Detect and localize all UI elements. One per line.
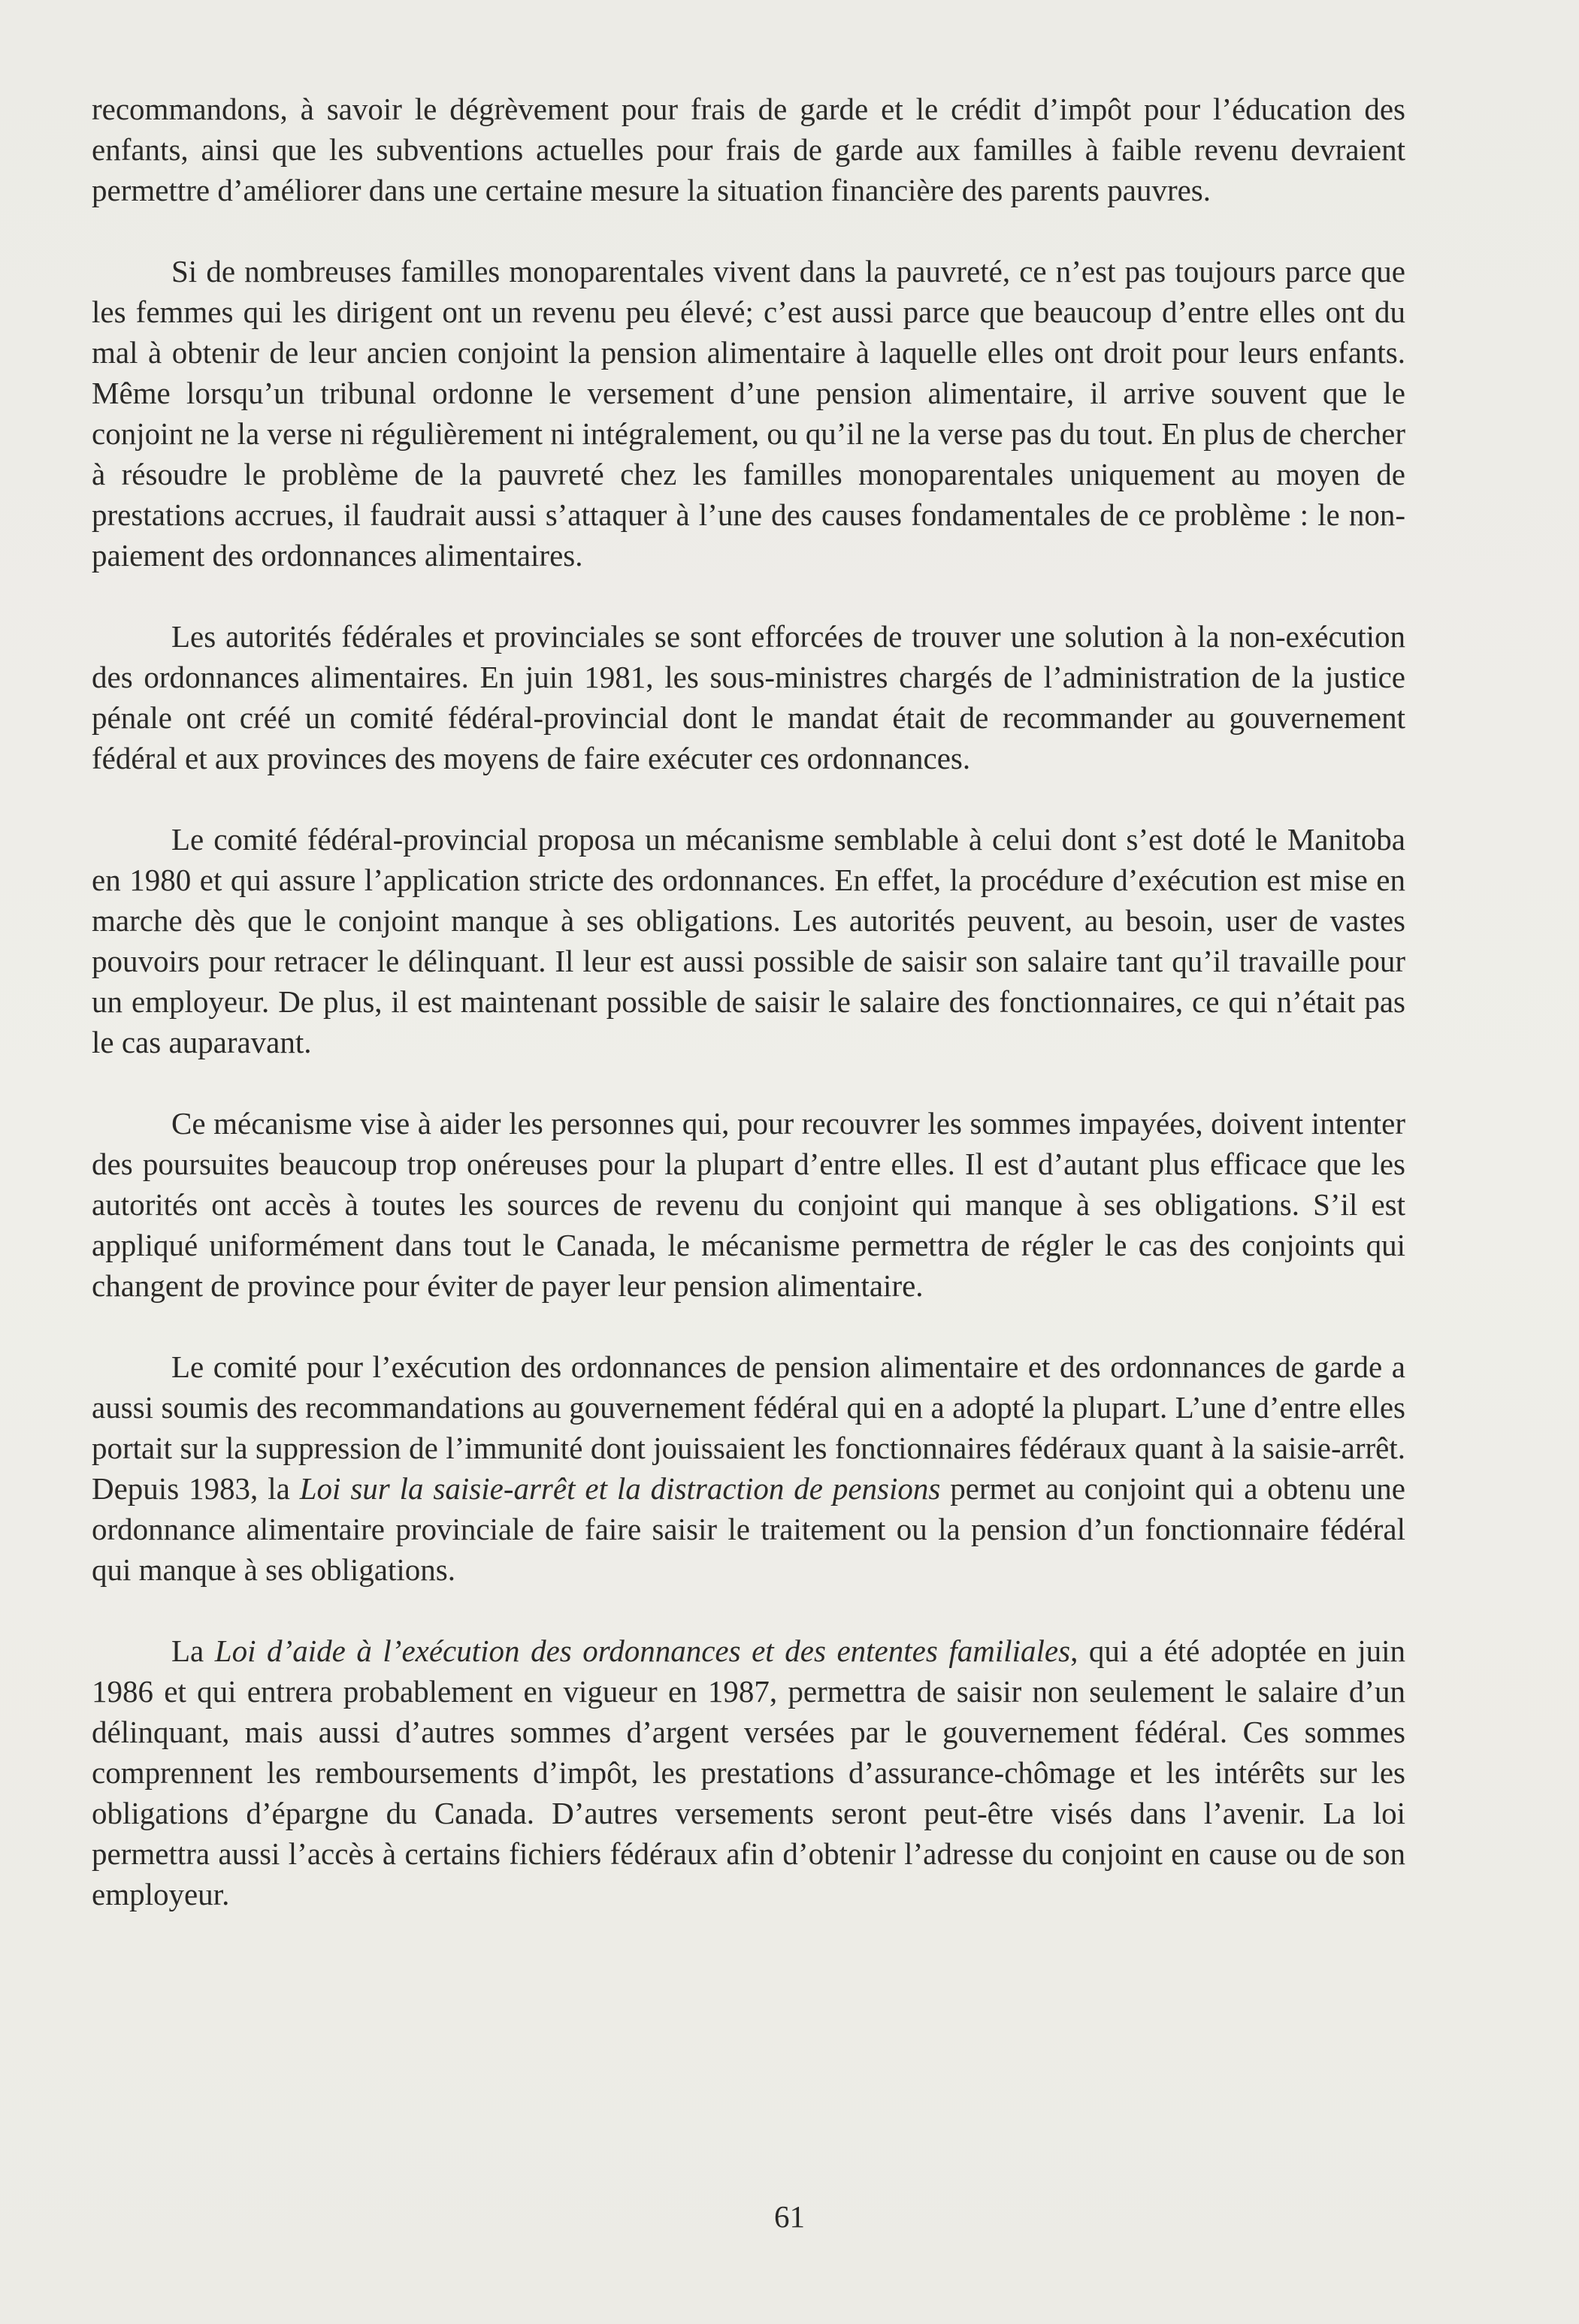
paragraph-2 [92,251,1405,576]
paragraph-text: Ce mécanisme vise à aider les personnes qui, pour recouvrer les sommes impayées, doivent intenter des poursuites beaucoup trop onéreuses pour la plupart d’entre elles. Il est d’autant plus efficace que les autorités ont accès à toutes les sources de revenu du conjoint qui manque à ses obligations. S’il est appliqué uniformément dans tout le Canada, le mécanisme permettra de régler le cas des conjoints qui changent de province pour éviter de payer leur pension alimentaire. [92,1106,1405,1303]
paragraph-text: recommandons, à savoir le dégrèvement pour frais de garde et le crédit d’impôt pour l’éducation des enfants, ainsi que les subventions actuelles pour frais de garde aux familles à faible revenu devraient permettre d’améliorer dans une certaine mesure la situation financière des parents pauvres. [92,92,1405,207]
paragraph-text: permet au conjoint qui a obtenu une ordonnance alimentaire provinciale de faire saisir le traitement ou la pension d’un fonctionnaire fédéral qui manque à ses obligations. [92,1471,1405,1587]
paragraph-1 [92,89,1405,210]
paragraph-5 [92,1103,1405,1306]
paragraph-6 [92,1346,1405,1590]
paragraph-text: , qui a été adoptée en juin 1986 et qui entrera probablement en vigueur en 1987, permettra de saisir non seulement le salaire d’un délinquant, mais aussi d’autres sommes d’argent versées par le gouvernement fédéral. Ces sommes comprennent les remboursements d’impôt, les prestations d’assurance-chômage et les intérêts sur les obligations d’épargne du Canada. D’autres versements seront peut-être visés dans l’avenir. La loi permettra aussi l’accès à certains fichiers fédéraux afin d’obtenir l’adresse du conjoint en cause ou de son employeur. [92,1633,1405,1911]
paragraph-text: Si de nombreuses familles monoparentales vivent dans la pauvreté, ce n’est pas toujours parce que les femmes qui les dirigent ont un revenu peu élevé; c’est aussi parce que beaucoup d’entre elles ont du mal à obtenir de leur ancien conjoint la pension alimentaire à laquelle elles ont droit pour leurs enfants. Même lorsqu’un tribunal ordonne le versement d’une pension alimentaire, il arrive souvent que le conjoint ne la verse ni régulièrement ni intégralement, ou qu’il ne la verse pas du tout. En plus de chercher à résoudre le problème de la pauvreté chez les familles monoparentales uniquement au moyen de prestations accrues, il faudrait aussi s’attaquer à l’une des causes fondamentales de ce problème : le non-paiement des ordonnances alimentaires. [92,254,1405,573]
italic-title: Loi d’aide à l’exécution des ordonnances et des ententes familiales [214,1633,1071,1668]
paragraph-text: Le comité pour l’exécution des ordonnances de pension alimentaire et des ordonnances de garde a aussi soumis des recommandations au gouvernement fédéral qui en a adopté la plupart. L’une d’entre elles portait sur la suppression de l’immunité dont jouissaient les fonctionnaires fédéraux quant à la saisie-arrêt. Depuis 1983, la [92,1349,1405,1506]
paragraph-text: La [171,1633,215,1668]
body-text [92,89,1405,1915]
paragraph-text: Les autorités fédérales et provinciales se sont efforcées de trouver une solution à la non-exécution des ordonnances alimentaires. En juin 1981, les sous-ministres chargés de l’administration de la justice pénale ont créé un comité fédéral-provincial dont le mandat était de recommander au gouvernement fédéral et aux provinces des moyens de faire exécuter ces ordonnances. [92,619,1405,775]
paragraph-7 [92,1630,1405,1915]
page-number: 61 [774,2199,805,2234]
paragraph-4 [92,819,1405,1062]
paragraph-text: Le comité fédéral-provincial proposa un mécanisme semblable à celui dont s’est doté le Manitoba en 1980 et qui assure l’application stricte des ordonnances. En effet, la procédure d’exécution est mise en marche dès que le conjoint manque à ses obligations. Les autorités peuvent, au besoin, user de vastes pouvoirs pour retracer le délinquant. Il leur est aussi possible de saisir son salaire tant qu’il travaille pour un employeur. De plus, il est maintenant possible de saisir le salaire des fonctionnaires, ce qui n’était pas le cas auparavant. [92,822,1405,1059]
italic-title: Loi sur la saisie-arrêt et la distraction de pensions [299,1471,941,1506]
paragraph-3 [92,616,1405,778]
